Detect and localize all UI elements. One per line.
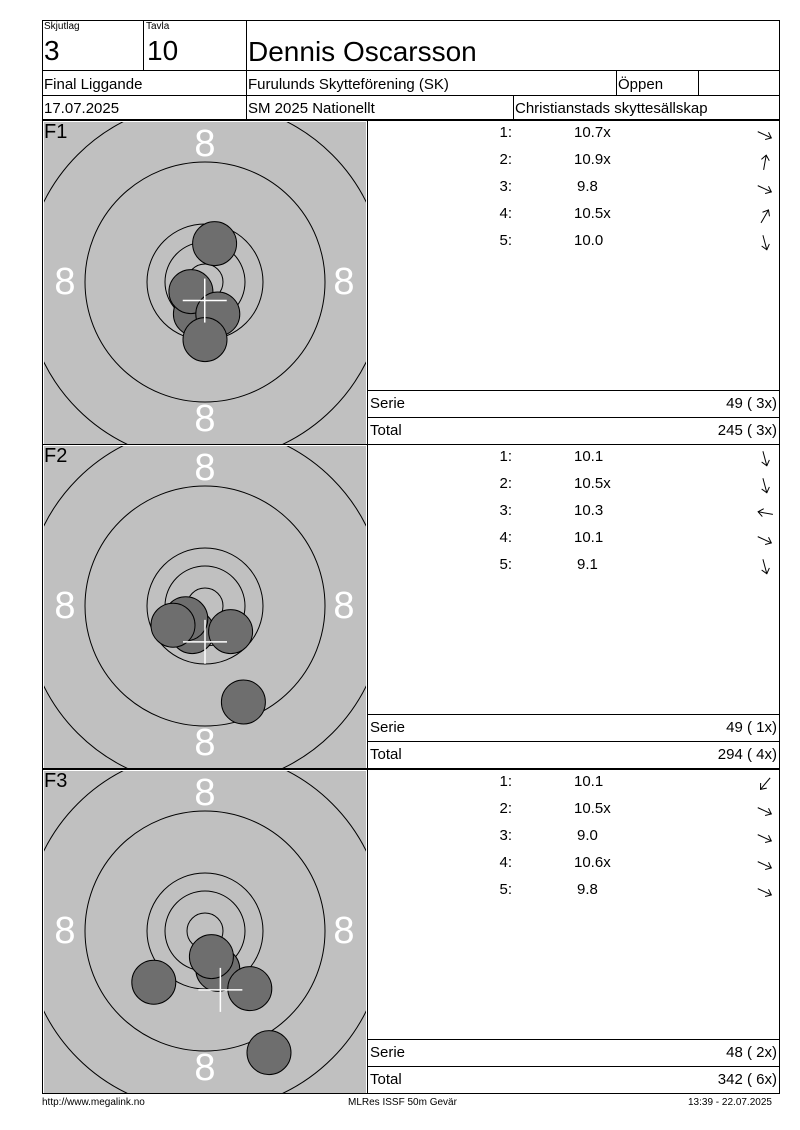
competition-name: SM 2025 Nationellt [248,100,375,117]
serie-score: 49 ( 1x) [726,719,777,736]
shot-direction-arrow-icon [755,828,775,848]
shot-value: 10.5x [574,800,611,817]
shot-number: 4: [499,854,512,871]
header-divider [42,70,780,71]
target-background [44,446,366,768]
ring-label: 8 [333,261,355,303]
series-label: F3 [44,770,68,792]
shot-number: 5: [499,232,512,249]
shot-hole [209,610,253,654]
shot-number: 2: [499,475,512,492]
summary-divider [367,714,780,715]
ring-label: 8 [333,910,355,952]
footer-url: http://www.megalink.no [42,1097,145,1108]
ring-label: 8 [194,398,216,440]
serie-label: Serie [370,719,406,736]
shot-value: 10.5x [574,475,611,492]
total-score: 245 ( 3x) [717,422,777,439]
ring-label: 8 [54,910,76,952]
shot-target [44,122,366,444]
shot-hole [221,680,265,724]
shot-target [44,446,366,768]
total-score: 342 ( 6x) [717,1071,777,1088]
shot-hole [189,935,233,979]
target-background [44,771,366,1093]
shot-value: 10.0 [574,232,604,249]
summary-divider [367,417,780,418]
event-date: 17.07.2025 [44,100,120,117]
ring-label: 8 [194,447,216,489]
shot-number: 1: [499,448,512,465]
shot-value: 9.8 [577,881,598,898]
summary-divider [367,1066,780,1067]
shot-number: 4: [499,529,512,546]
shot-value: 9.0 [577,827,598,844]
shot-number: 3: [499,827,512,844]
shot-direction-arrow-icon [755,233,775,253]
shot-number: 1: [499,773,512,790]
shot-direction-arrow-icon [755,152,775,172]
shot-value: 10.6x [574,854,611,871]
shot-value: 10.1 [574,529,604,546]
total-label: Total [370,746,402,763]
shot-hole [132,960,176,1004]
shot-direction-arrow-icon [755,179,775,199]
ring-label: 8 [194,1047,216,1089]
header-divider [698,70,699,95]
shot-value: 10.7x [574,124,611,141]
shot-number: 4: [499,205,512,222]
ring-label: 8 [194,123,216,165]
shot-value: 10.1 [574,448,604,465]
shot-number: 5: [499,556,512,573]
header-divider [616,70,617,95]
series-label: F2 [44,445,68,467]
shot-direction-arrow-icon [755,503,775,523]
header-divider [42,95,780,96]
shot-direction-arrow-icon [755,801,775,821]
total-label: Total [370,1071,402,1088]
total-score: 294 ( 4x) [717,746,777,763]
summary-divider [367,390,780,391]
ring-label: 8 [194,772,216,814]
shot-hole [151,603,195,647]
shot-direction-arrow-icon [755,530,775,550]
relay-label: Skjutlag [44,21,80,32]
shot-direction-arrow-icon [755,449,775,469]
footer-timestamp: 13:39 - 22.07.2025 [688,1097,772,1108]
shooter-name: Dennis Oscarsson [248,36,477,67]
shot-value: 9.1 [577,556,598,573]
shot-value: 10.3 [574,502,604,519]
serie-score: 49 ( 3x) [726,395,777,412]
club-name: Furulunds Skytteförening (SK) [248,76,449,93]
shot-direction-arrow-icon [755,855,775,875]
series-divider [367,769,368,1093]
total-label: Total [370,422,402,439]
shot-hole [183,318,227,362]
series-divider [367,120,368,444]
shot-value: 9.8 [577,178,598,195]
ring-label: 8 [54,585,76,627]
shot-number: 2: [499,800,512,817]
target-value: 10 [147,35,179,66]
ring-label: 8 [194,722,216,764]
shot-target [44,771,366,1093]
shot-direction-arrow-icon [755,206,775,226]
summary-divider [367,741,780,742]
shot-hole [228,967,272,1011]
shot-number: 5: [499,881,512,898]
series-label: F1 [44,121,68,143]
serie-label: Serie [370,395,406,412]
class-name: Öppen [618,76,664,93]
ring-label: 8 [54,261,76,303]
header-divider [513,95,514,120]
shot-number: 3: [499,178,512,195]
organizer-name: Christianstads skyttesällskap [515,100,708,117]
shot-number: 2: [499,151,512,168]
summary-divider [367,1039,780,1040]
serie-score: 48 ( 2x) [726,1044,777,1061]
header-divider [143,20,144,70]
series-divider [367,444,368,768]
shot-hole [247,1031,291,1075]
shot-value: 10.9x [574,151,611,168]
shot-value: 10.1 [574,773,604,790]
ring-label: 8 [333,585,355,627]
shot-direction-arrow-icon [755,476,775,496]
event-name: Final Liggande [44,76,143,93]
shot-hole [193,222,237,266]
relay-value: 3 [44,35,60,66]
shot-direction-arrow-icon [755,557,775,577]
shot-direction-arrow-icon [755,774,775,794]
shot-number: 3: [499,502,512,519]
shot-number: 1: [499,124,512,141]
shot-value: 10.5x [574,205,611,222]
target-label: Tavla [146,21,170,32]
shot-direction-arrow-icon [755,882,775,902]
serie-label: Serie [370,1044,406,1061]
footer-software: MLRes ISSF 50m Gevär [348,1097,457,1108]
shot-direction-arrow-icon [755,125,775,145]
